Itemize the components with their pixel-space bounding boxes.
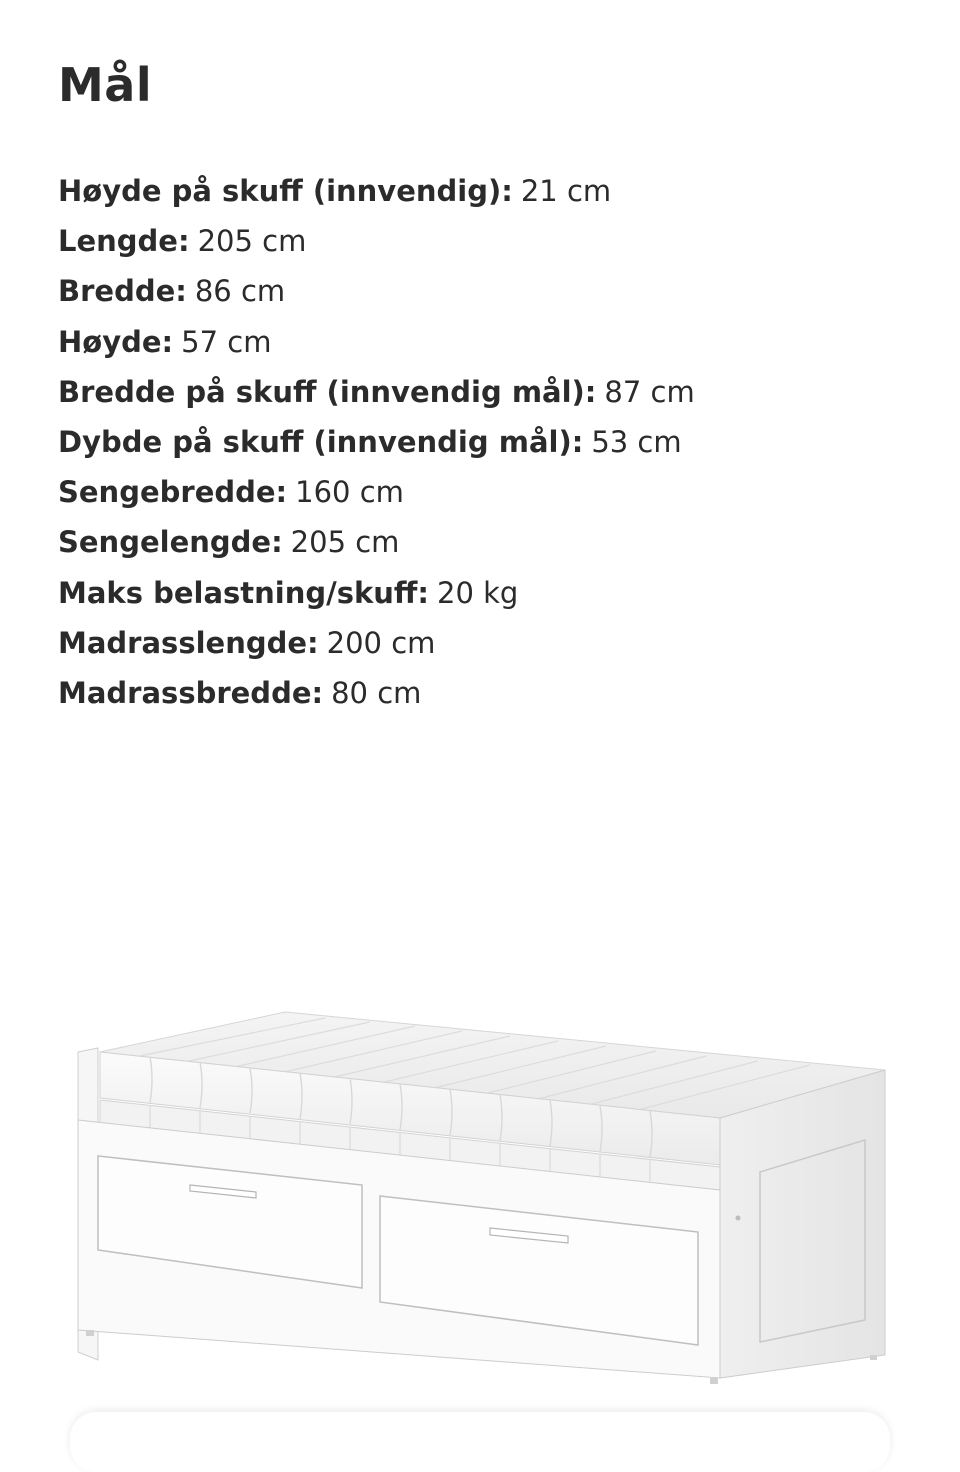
dimension-item	[58, 266, 695, 316]
dimension-value: 205 cm	[197, 224, 307, 259]
dimension-item	[58, 568, 695, 618]
dimension-label: Høyde:	[58, 324, 174, 359]
dimension-item	[58, 467, 695, 517]
section-title: Mål	[58, 58, 153, 112]
dimension-label: Dybde på skuff (innvendig mål):	[58, 424, 584, 459]
dimension-value: 80 cm	[331, 675, 422, 710]
dimension-label: Høyde på skuff (innvendig):	[58, 174, 513, 208]
dimension-item	[58, 517, 695, 567]
dimension-item	[58, 367, 695, 417]
dimension-value: 87 cm	[604, 374, 695, 409]
dimension-item	[58, 417, 695, 467]
dimension-label: Maks belastning/skuff:	[58, 575, 429, 610]
dimension-label: Madrassbredde:	[58, 675, 324, 710]
dimension-item	[58, 216, 695, 266]
dimension-item	[58, 166, 695, 216]
dimension-value: 205 cm	[290, 525, 400, 560]
dimension-item	[58, 618, 695, 668]
dimension-label: Lengde:	[58, 224, 190, 259]
dimension-label: Sengelengde:	[58, 525, 283, 560]
dimension-label: Madrasslengde:	[58, 625, 319, 660]
bottom-card	[70, 1412, 890, 1472]
dimension-item	[58, 668, 695, 718]
dimension-value: 20 kg	[437, 575, 519, 610]
dimension-value: 53 cm	[591, 424, 682, 459]
dimension-label: Bredde på skuff (innvendig mål):	[58, 374, 597, 409]
product-image[interactable]	[70, 1000, 890, 1390]
dimension-value: 57 cm	[181, 324, 272, 359]
dimension-value: 200 cm	[326, 625, 436, 660]
dimension-label: Sengebredde:	[58, 475, 288, 510]
dimensions-list	[58, 166, 695, 718]
dimension-value: 86 cm	[194, 274, 286, 309]
dimension-value: 160 cm	[295, 475, 404, 510]
dimension-value: 21 cm	[520, 174, 612, 208]
dimension-item	[58, 317, 695, 367]
dimension-label: Bredde:	[58, 274, 187, 309]
